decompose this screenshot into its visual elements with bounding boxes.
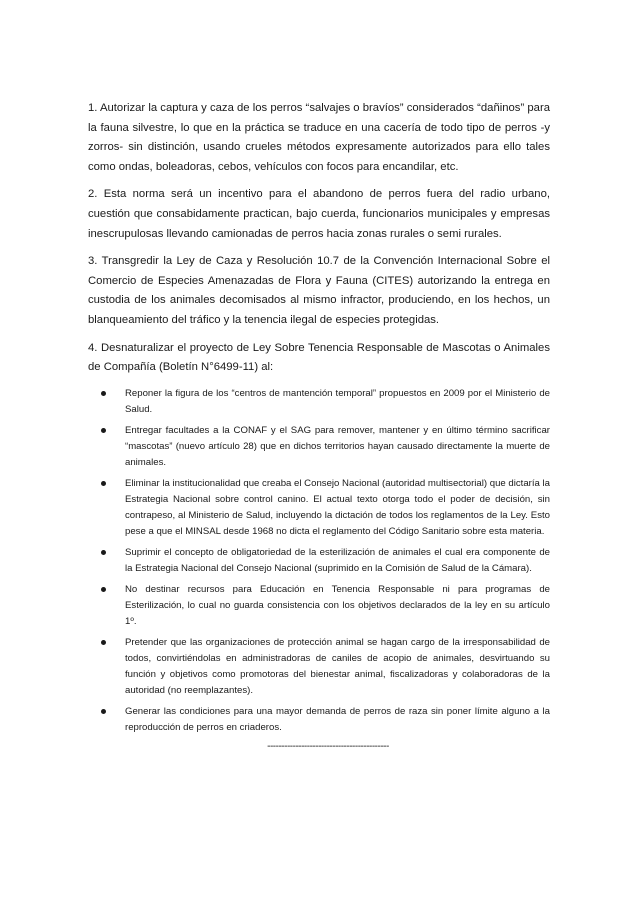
paragraph-2: 2. Esta norma será un incentivo para el abandono de perros fuera del radio urbano, cuestión que consabidamente practican, bajo cuerda, funcionarios municipales y empresas inescrupulosas llevando camionadas de perros hacia zonas rurales o semi rurales.: [88, 188, 550, 240]
bullet-item: [88, 476, 550, 540]
bullet-text: Entregar facultades a la CONAF y el SAG para remover, mantener y en último término sacrificar “mascotas” (nuevo artículo 28) que en dichos territorios hayan causado directamente la muerte de animales.: [125, 424, 550, 468]
bullet-item: [88, 635, 550, 699]
bullet-text: Generar las condiciones para una mayor demanda de perros de raza sin poner límite alguno a la reproducción de perros en criaderos.: [125, 705, 550, 733]
paragraph-4: 4. Desnaturalizar el proyecto de Ley Sobre Tenencia Responsable de Mascotas o Animales de Compañía (Boletín N°6499-11) al:: [88, 341, 550, 374]
bullet-item: [88, 545, 550, 577]
document-body: [88, 99, 550, 752]
bullet-item: [88, 423, 550, 471]
bullet-icon: [101, 587, 106, 592]
bullet-icon: [101, 391, 106, 396]
bullet-text: Eliminar la institucionalidad que creaba el Consejo Nacional (autoridad multisectorial) que dictaría la Estrategia Nacional sobre control canino. El actual texto otorga todo el poder de decisión, sin contrapeso, al Ministerio de Salud, incluyendo la dictación de todos los reglamentos de la Ley. Esto pese a que el MINSAL desde 1968 no dicta el reglamento del Código Sanitario sobre esta materia.: [125, 477, 551, 537]
bullet-icon: [101, 481, 106, 486]
bullet-list: [88, 386, 550, 736]
bullet-icon: [101, 640, 106, 645]
paragraph-1: 1. Autorizar la captura y caza de los perros “salvajes o bravíos” considerados “dañinos” para la fauna silvestre, lo que en la práctica se traduce en una cacería de todo tipo de perros -y zorros- sin distinción, usando crueles métodos expresamente autorizados para ello tales como ondas, boleadoras, cebos, vehículos con focos para encandilar, etc.: [88, 102, 550, 173]
bullet-text: Suprimir el concepto de obligatoriedad de la esterilización de animales el cual era componente de la Estrategia Nacional del Consejo Nacional (suprimido en la Comisión de Salud de la Cámara).: [125, 546, 550, 574]
bullet-icon: [101, 550, 106, 555]
paragraph-3: 3. Transgredir la Ley de Caza y Resolución 10.7 de la Convención Internacional Sobre el Comercio de Especies Amenazadas de Flora y Fauna (CITES) autorizando la entrega en custodia de los animales decomisados al mismo infractor, produciendo, en los hechos, un blanqueamiento del tráfico y la tenencia ilegal de especies protegidas.: [88, 255, 550, 326]
bullet-item: [88, 386, 550, 418]
bullet-text: No destinar recursos para Educación en Tenencia Responsable ni para programas de Esterilización, lo cual no guarda consistencia con los objetivos declarados de la ley en su artículo 1º.: [125, 583, 550, 627]
bullet-icon: [101, 709, 106, 714]
bullet-item: [88, 704, 550, 736]
bullet-item: [88, 582, 550, 630]
bullet-icon: [101, 428, 106, 433]
section-separator: -------------------------------------------: [267, 740, 389, 752]
bullet-text: Reponer la figura de los “centros de mantención temporal” propuestos en 2009 por el Ministerio de Salud.: [125, 387, 550, 415]
bullet-text: Pretender que las organizaciones de protección animal se hagan cargo de la irresponsabilidad de todos, convirtiéndolas en administradoras de caniles de acopio de animales, desvirtuando su función y objetivos como promotoras del bienestar animal, fiscalizadoras y colaboradoras de la autoridad (no reemplazantes).: [125, 636, 550, 696]
